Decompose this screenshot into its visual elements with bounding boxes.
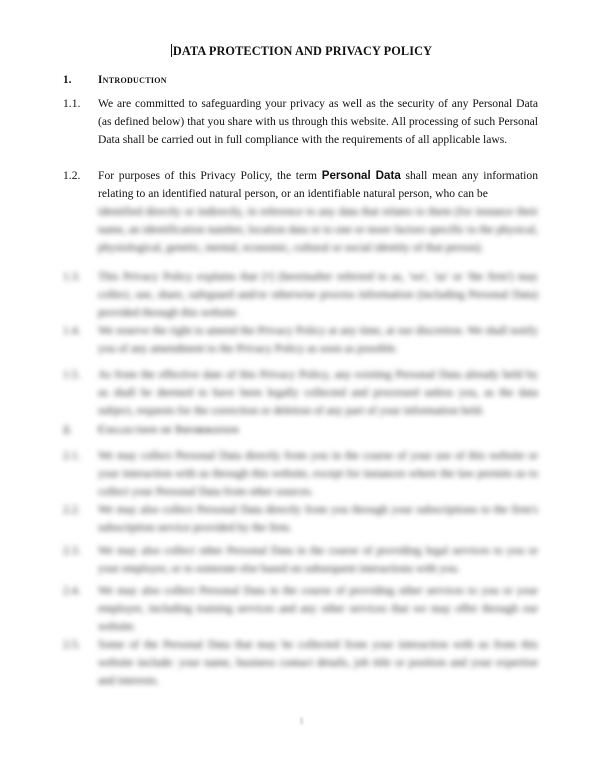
clause-1-2-continued xyxy=(63,203,538,258)
clause-number: 2.5. xyxy=(63,638,81,651)
clause-number: 2.2. xyxy=(63,503,81,516)
clause-2-4 xyxy=(63,582,538,637)
clause-number: 1.3. xyxy=(63,270,81,283)
clause-text: identified directly or indirectly, in reference to any data that relates to them (for instance their name, an identification number, location data or to one or more factors specific to the physical, physiological, genetic, mental, economic, cultural or social identity of that person). xyxy=(98,205,538,255)
clause-1-4 xyxy=(63,322,538,358)
clause-1-3 xyxy=(63,268,538,323)
clause-number: 2.1. xyxy=(63,449,81,462)
clause-number: 1.4. xyxy=(63,324,81,337)
clause-text: We may also collect Personal Data directly from you through your subscriptions to the firm's subscription service provided by the firm. xyxy=(98,503,538,535)
clause-text: We may also collect Personal Data in the course of providing other services to you or your employer, including training services and any other services that we may offer through our website. xyxy=(98,584,538,634)
defined-term: Personal Data xyxy=(321,169,401,182)
clause-2-2 xyxy=(63,501,538,537)
clause-2-5 xyxy=(63,636,538,691)
clause-1-5 xyxy=(63,366,538,421)
clause-text: Some of the Personal Data that may be collected from your interaction with us from this website include: your name, business contact details, job title or position and your expertise and interests. xyxy=(98,638,538,688)
section-title: Introduction xyxy=(98,74,167,86)
clause-2-1 xyxy=(63,447,538,502)
clause-text: This Privacy Policy explains that [•] (hereinafter referred to as, 'we', 'us' or 'the firm') may collect, use, share, safeguard and/or otherwise process information (including Personal Data) provided through this website. xyxy=(98,270,538,320)
section-number: 2. xyxy=(63,424,72,436)
clause-number: 1.2. xyxy=(63,169,81,182)
clause-2-3 xyxy=(63,542,538,578)
page-number: 1 xyxy=(299,716,304,726)
clause-text: We are committed to safeguarding your privacy as well as the security of any Personal Data (as defined below) that you share with us through this website. All processing of such Personal Data shall be carried out in full compliance with the requirements of all applicable laws. xyxy=(98,97,538,147)
clause-number: 2.3. xyxy=(63,544,81,557)
section-number: 1. xyxy=(63,74,72,86)
clause-number: 2.4. xyxy=(63,584,81,597)
section-title: Collection of Information xyxy=(98,424,239,436)
clause-text: We reserve the right to amend the Privacy Policy at any time, at our discretion. We shall notify you of any amendment to the Privacy Policy as soon as possible. xyxy=(98,324,538,356)
clause-text: As from the effective date of this Privacy Policy, any existing Personal Data already held by us shall be deemed to have been legally collected and processed unless you, as the data subject, requests for the correction or deletion of any part of your information held. xyxy=(98,368,538,418)
section-heading-collection xyxy=(63,424,239,436)
clause-number: 1.1. xyxy=(63,97,81,110)
document-title-text: DATA PROTECTION AND PRIVACY POLICY xyxy=(172,44,433,58)
clause-number: 1.5. xyxy=(63,368,81,381)
clause-text: For purposes of this Privacy Policy, the term Personal Data shall mean any information relating to an identified natural person, or an identifiable natural person, who can be xyxy=(98,169,538,201)
clause-text: We may collect Personal Data directly from you in the course of your use of this website or your interaction with us through this website, except for instances where the law permits us to collect your Personal Data from other sources. xyxy=(98,449,538,499)
clause-text: We may also collect other Personal Data in the course of providing legal services to you or your employer, or to someone else based on subsequent interactions with you. xyxy=(98,544,538,576)
